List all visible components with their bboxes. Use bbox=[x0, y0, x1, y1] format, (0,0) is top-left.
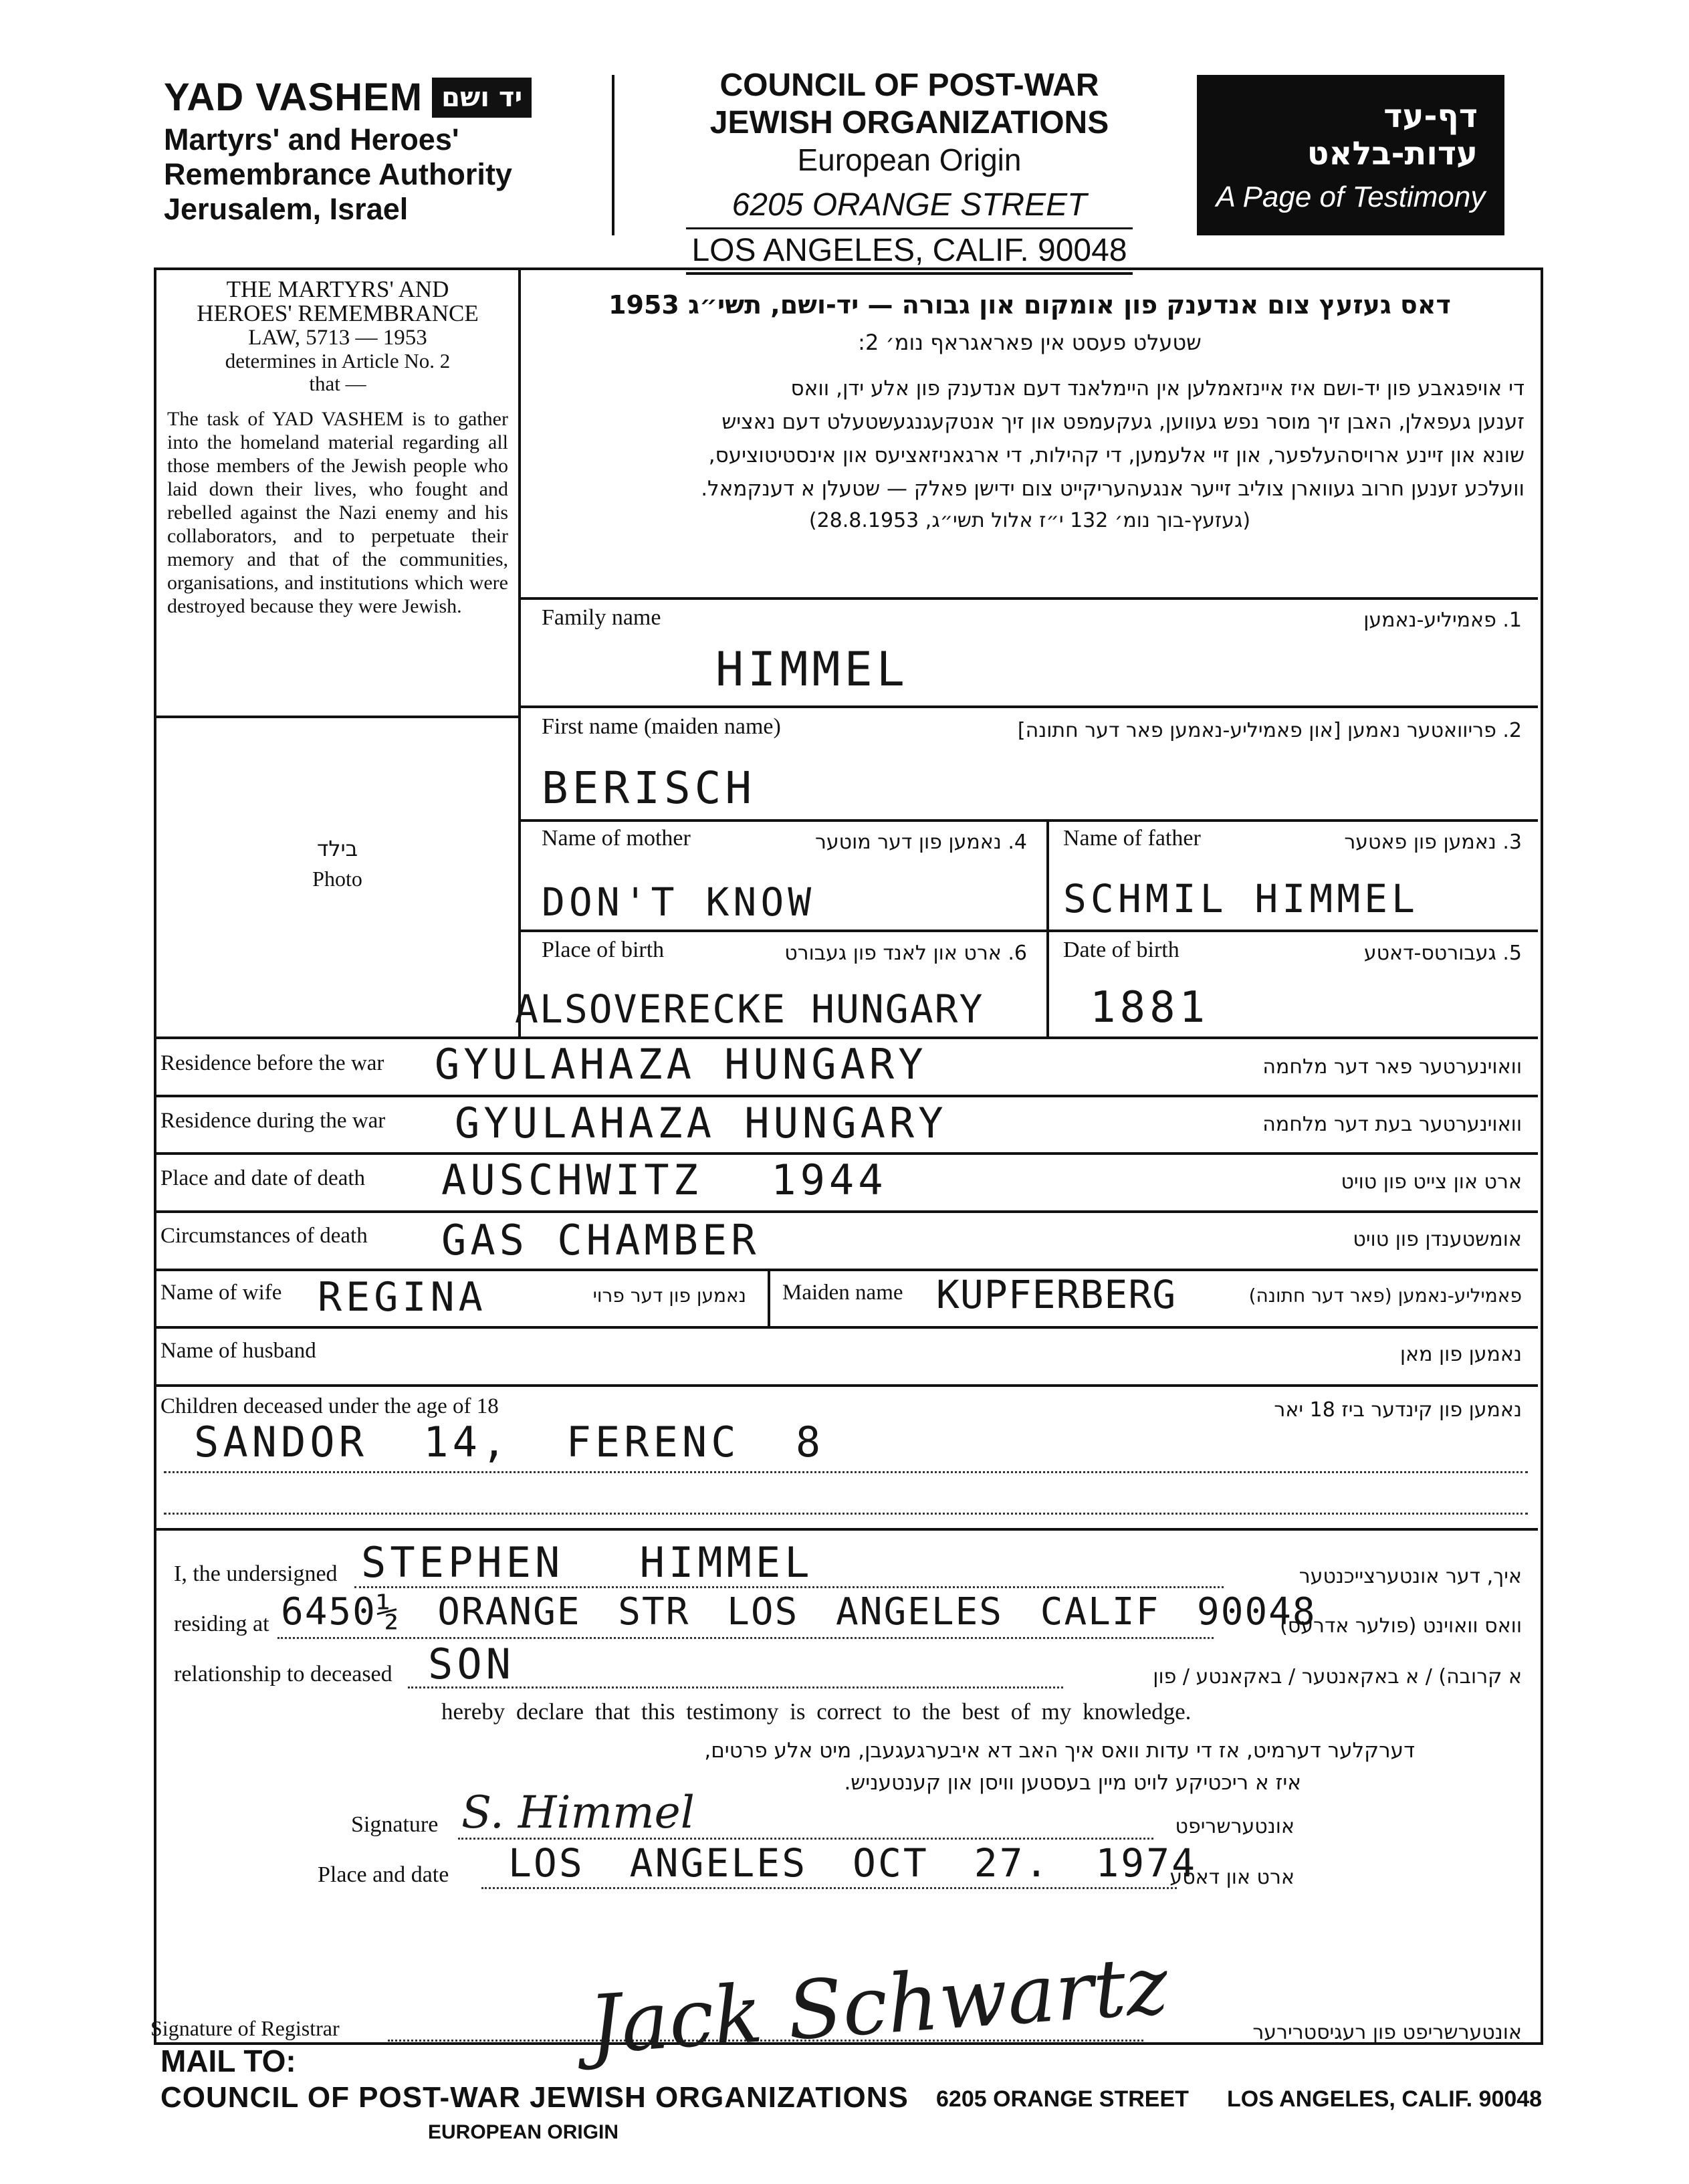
council-line3: European Origin bbox=[797, 142, 1022, 177]
hebrew-law-line-3: די אויפגאבע פון יד-ושם איז איינזאמלען אין היימלאנד דעם אנדענק פון אלע ידן, וואס bbox=[790, 376, 1525, 401]
badge-hebrew-1: דף-עד bbox=[1383, 98, 1478, 135]
residence-during-value[interactable]: GYULAHAZA HUNGARY bbox=[455, 1099, 947, 1148]
hebrew-law-line-6: וועלכע זענען חרוב געווארן צוליב זייער אנגעהעריקייט צום ידישן פאלק — שטעלן א דענקמאל. bbox=[701, 477, 1525, 501]
footer-sub: EUROPEAN ORIGIN bbox=[428, 2121, 619, 2143]
mother-label: Name of mother bbox=[542, 826, 691, 851]
birth-date-hebrew: 5. געבורטס-דאטע bbox=[1363, 942, 1522, 965]
badge-english: A Page of Testimony bbox=[1216, 181, 1486, 213]
death-circumstances-value[interactable]: GAS CHAMBER bbox=[441, 1216, 760, 1265]
law-title-2: HEROES' REMEMBRANCE bbox=[197, 300, 479, 326]
registrar-signature[interactable]: Jack Schwartz bbox=[586, 1939, 1171, 2073]
father-label: Name of father bbox=[1063, 826, 1201, 851]
family-name-value[interactable]: HIMMEL bbox=[715, 642, 909, 697]
footer-mail-to: MAIL TO: bbox=[160, 2044, 296, 2078]
residing-value[interactable]: 6450½ ORANGE STR LOS ANGELES CALIF 90048 bbox=[281, 1590, 1317, 1634]
col-divider-wife bbox=[768, 1269, 770, 1326]
council-line2: JEWISH ORGANIZATIONS bbox=[709, 105, 1109, 140]
law-title-3: LAW, 5713 — 1953 bbox=[248, 326, 427, 350]
signature-hebrew: אונטערשריפט bbox=[1175, 1815, 1294, 1838]
children-dotted-line-2 bbox=[164, 1513, 1528, 1515]
death-place-date-value[interactable]: AUSCHWITZ 1944 bbox=[441, 1156, 887, 1204]
death-place-date-hebrew: ארט און צייט פון טויט bbox=[1341, 1170, 1522, 1194]
law-title-4: determines in Article No. 2 bbox=[225, 349, 451, 372]
residing-hebrew: וואס וואוינט (פולער אדרעס) bbox=[1280, 1614, 1522, 1638]
row-divider-1 bbox=[518, 597, 1538, 600]
relationship-hebrew: א קרובה) / א באקאנטער / באקאנטע / פון bbox=[1153, 1665, 1522, 1688]
col-divider-parents bbox=[1046, 819, 1049, 1036]
husband-label: Name of husband bbox=[160, 1339, 316, 1363]
footer-city: LOS ANGELES, CALIF. 90048 bbox=[1227, 2086, 1543, 2112]
law-box bbox=[167, 278, 508, 618]
council-line4: 6205 ORANGE STREET bbox=[731, 187, 1087, 223]
hebrew-law-line-4: זענען געפאלן, האבן זיך מוסר נפש געווען, געקעמפט און זיך אנטקעגנגעשטעלט דעם נאציש bbox=[721, 410, 1525, 434]
children-dotted-line-1 bbox=[164, 1471, 1528, 1473]
undersigned-dotted-line bbox=[354, 1586, 1224, 1588]
row-divider-6 bbox=[154, 1095, 1538, 1097]
photo-hebrew: בילד bbox=[316, 836, 358, 861]
husband-hebrew: נאמען פון מאן bbox=[1399, 1343, 1522, 1366]
wife-label: Name of wife bbox=[160, 1281, 282, 1305]
death-circumstances-label: Circumstances of death bbox=[160, 1224, 368, 1248]
hebrew-law-line-1: דאס געזעץ צום אנדענק פון אומקום און גבורה — יד-ושם, תשי״ג 1953 bbox=[608, 290, 1451, 320]
hebrew-law-line-2: שטעלט פעסט אין פאראגראף נומ׳ 2: bbox=[858, 330, 1202, 355]
birth-place-hebrew: 6. ארט און לאנד פון געבורט bbox=[784, 942, 1027, 965]
council-block bbox=[642, 67, 1177, 275]
law-title-5: that — bbox=[309, 372, 366, 395]
residence-before-hebrew: וואוינערטער פאר דער מלחמה bbox=[1262, 1055, 1522, 1079]
birth-date-value[interactable]: 1881 bbox=[1090, 983, 1210, 1032]
place-date-hebrew: ארט און דאטע bbox=[1169, 1866, 1294, 1889]
council-line1: COUNCIL OF POST-WAR bbox=[719, 68, 1099, 103]
children-hebrew: נאמען פון קינדער ביז 18 יאר bbox=[1274, 1398, 1522, 1422]
row-divider-8 bbox=[154, 1210, 1538, 1213]
row-divider-7 bbox=[154, 1152, 1538, 1155]
first-name-hebrew: 2. פריוואטער נאמען [און פאמיליע-נאמען פאר דער חתונה] bbox=[1017, 719, 1522, 742]
mother-hebrew: 4. נאמען פון דער מוטער bbox=[814, 831, 1027, 854]
law-title-1: THE MARTYRS' AND bbox=[226, 276, 449, 302]
declaration-hebrew-1: דערקלער דערמיט, אז די עדות וואס איך האב דא איבערגעגעבן, מיט אלע פרטים, bbox=[704, 1739, 1415, 1763]
relationship-value[interactable]: SON bbox=[428, 1640, 515, 1688]
yad-vashem-title: YAD VASHEM bbox=[164, 76, 423, 119]
row-divider-2 bbox=[518, 705, 1538, 708]
testimony-badge bbox=[1197, 75, 1504, 235]
yad-vashem-logo: יד ושם bbox=[432, 78, 532, 118]
yad-vashem-line1: Martyrs' and Heroes' bbox=[164, 122, 459, 156]
father-value[interactable]: SCHMIL HIMMEL bbox=[1063, 876, 1419, 921]
family-name-label: Family name bbox=[542, 605, 661, 630]
undersigned-label: I, the undersigned bbox=[174, 1561, 338, 1586]
first-name-label: First name (maiden name) bbox=[542, 714, 781, 739]
place-date-value[interactable]: LOS ANGELES OCT 27. 1974 bbox=[508, 1840, 1198, 1886]
residence-during-label: Residence during the war bbox=[160, 1109, 386, 1133]
residing-dotted-line bbox=[277, 1637, 1214, 1639]
left-column-divider bbox=[518, 267, 521, 1036]
row-divider-4 bbox=[518, 930, 1538, 932]
yad-vashem-block bbox=[164, 75, 618, 227]
undersigned-value[interactable]: STEPHEN HIMMEL bbox=[361, 1538, 814, 1587]
row-divider-10 bbox=[154, 1326, 1538, 1329]
children-value[interactable]: SANDOR 14, FERENC 8 bbox=[194, 1418, 825, 1466]
badge-hebrew-2: עדות-בלאט bbox=[1307, 135, 1478, 173]
residence-during-hebrew: וואוינערטער בעת דער מלחמה bbox=[1262, 1113, 1522, 1136]
yad-vashem-line3: Jerusalem, Israel bbox=[164, 192, 409, 226]
maiden-hebrew: פאמיליע-נאמען (פאר דער חתונה) bbox=[1248, 1285, 1522, 1307]
row-divider-3 bbox=[518, 819, 1538, 822]
mother-value[interactable]: DON'T KNOW bbox=[542, 879, 816, 925]
registrar-hebrew: אונטערשריפט פון רעגיסטרירער bbox=[1252, 2021, 1522, 2044]
row-divider-12 bbox=[154, 1528, 1538, 1531]
family-name-hebrew: 1. פאמיליע-נאמען bbox=[1363, 609, 1522, 632]
wife-hebrew: נאמען פון דער פרוי bbox=[592, 1285, 746, 1307]
registrar-label: Signature of Registrar bbox=[150, 2016, 340, 2040]
hebrew-law-line-5: שונא און זיינע ארויסהעלפער, און זיי אלעמען, די קהילות, די ארגאניזאציעס און אינסטיטוציעס, bbox=[708, 443, 1525, 467]
law-box-bottom bbox=[154, 716, 521, 718]
declaration-statement: hereby declare that this testimony is correct to the best of my knowledge. bbox=[441, 1699, 1192, 1725]
maiden-value[interactable]: KUPFERBERG bbox=[936, 1272, 1177, 1317]
first-name-value[interactable]: BERISCH bbox=[542, 762, 756, 814]
signature-label: Signature bbox=[351, 1812, 439, 1837]
declaration-hebrew-2: איז א ריכטיקע לויט מיין בעסטען וויסן און קענטעניש. bbox=[844, 1771, 1301, 1795]
signature-value[interactable]: S. Himmel bbox=[461, 1787, 695, 1838]
birth-place-label: Place of birth bbox=[542, 938, 665, 962]
photo-area bbox=[156, 836, 518, 891]
council-line5: LOS ANGELES, CALIF. 90048 bbox=[686, 227, 1132, 275]
birth-date-label: Date of birth bbox=[1063, 938, 1179, 962]
maiden-label: Maiden name bbox=[782, 1281, 903, 1305]
row-divider-5 bbox=[154, 1036, 1538, 1039]
residing-label: residing at bbox=[174, 1612, 269, 1636]
residence-before-value[interactable]: GYULAHAZA HUNGARY bbox=[435, 1040, 927, 1089]
hebrew-law-block bbox=[535, 288, 1525, 536]
yad-vashem-line2: Remembrance Authority bbox=[164, 157, 512, 191]
undersigned-hebrew: איך, דער אונטערצייכנטער bbox=[1299, 1565, 1522, 1588]
footer-street: 6205 ORANGE STREET bbox=[936, 2086, 1189, 2112]
residence-before-label: Residence before the war bbox=[160, 1051, 384, 1075]
footer-org: COUNCIL OF POST-WAR JEWISH ORGANIZATIONS bbox=[160, 2081, 909, 2114]
relationship-dotted-line bbox=[408, 1686, 1063, 1688]
death-place-date-label: Place and date of death bbox=[160, 1166, 366, 1190]
wife-value[interactable]: REGINA bbox=[318, 1274, 487, 1321]
death-circumstances-hebrew: אומשטענדן פון טויט bbox=[1353, 1228, 1522, 1251]
hebrew-law-line-7: (געזעץ-בוך נומ׳ 132 י״ז אלול תשי״ג, 28.8.1953) bbox=[808, 509, 1251, 532]
birth-place-value[interactable]: ALSOVERECKE HUNGARY bbox=[515, 986, 984, 1032]
place-date-label: Place and date bbox=[318, 1862, 449, 1887]
row-divider-11 bbox=[154, 1384, 1538, 1387]
header-divider bbox=[612, 75, 614, 235]
children-label: Children deceased under the age of 18 bbox=[160, 1394, 499, 1418]
relationship-label: relationship to deceased bbox=[174, 1662, 392, 1686]
law-body: The task of YAD VASHEM is to gather into the homeland material regarding all those members of the Jewish people who laid down their lives, who fought and rebelled against the Nazi enemy and his collaborators, and to perpetuate their memory and that of the communities, organisations, and institutions which were destroyed because they were Jewish. bbox=[167, 408, 508, 617]
row-divider-9 bbox=[154, 1269, 1538, 1271]
photo-english: Photo bbox=[312, 867, 362, 891]
signature-dotted-line bbox=[458, 1838, 1153, 1840]
place-date-dotted-line bbox=[481, 1887, 1177, 1889]
father-hebrew: 3. נאמען פון פאטער bbox=[1344, 831, 1522, 854]
